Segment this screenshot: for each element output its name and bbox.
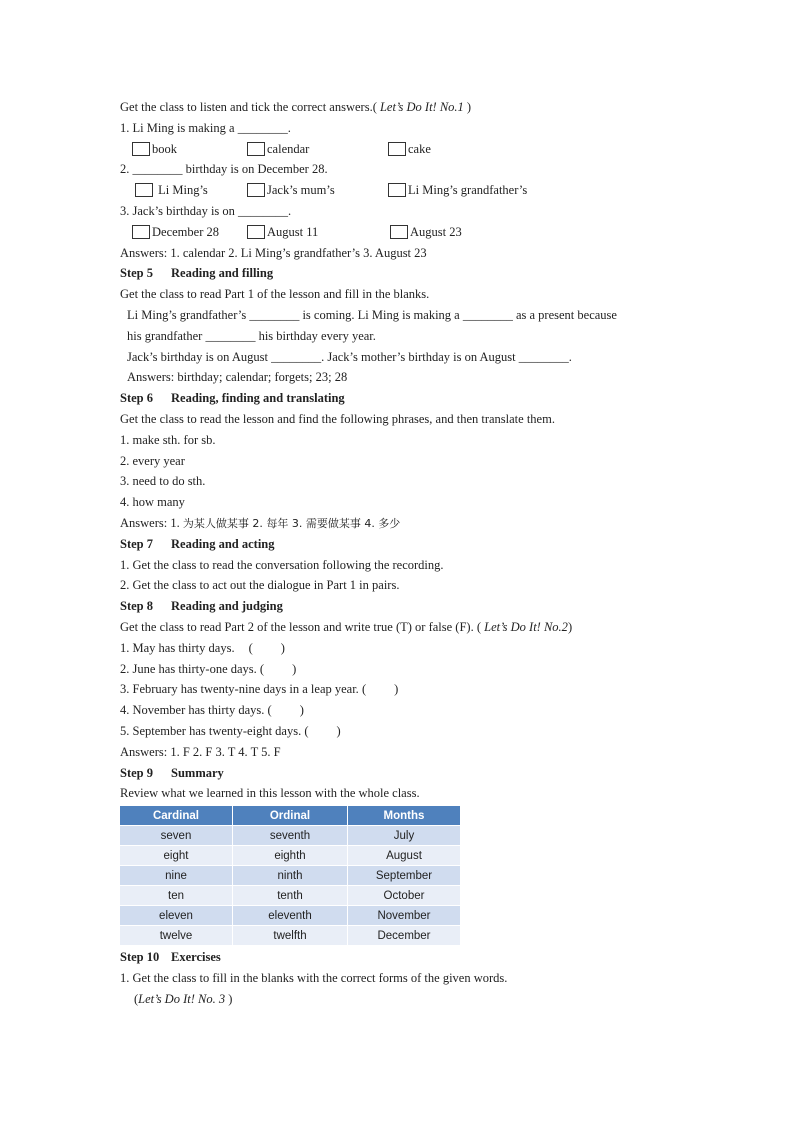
statement-item: 2. June has thirty-one days. ( ) bbox=[120, 661, 297, 676]
table-row bbox=[120, 886, 461, 906]
step-9-instruction: Review what we learned in this lesson with the whole class. bbox=[120, 786, 420, 801]
step-8-answers: Answers: 1. F 2. F 3. T 4. T 5. F bbox=[120, 744, 281, 759]
table-cell: November bbox=[348, 906, 461, 926]
step-8-heading: Step 8 Reading and judging bbox=[120, 599, 283, 614]
phrase-item: 4. how many bbox=[120, 495, 185, 510]
table-cell: October bbox=[348, 886, 461, 906]
numbers-months-table bbox=[120, 806, 461, 945]
step-8-instruction: Get the class to read Part 2 of the lesson and write true (T) or false (F). ( Let’s Do It! No.2) bbox=[120, 619, 573, 634]
option-august-23[interactable]: August 23 bbox=[390, 222, 462, 243]
option-december-28[interactable]: December 28 bbox=[132, 222, 219, 243]
question-2: 2. ________ birthday is on December 28. bbox=[120, 162, 328, 177]
table-cell: eighth bbox=[233, 846, 348, 866]
table-row bbox=[120, 926, 461, 946]
question-1: 1. Li Ming is making a ________. bbox=[120, 120, 291, 135]
step-5-line-1: Li Ming’s grandfather’s ________ is coming. Li Ming is making a ________ as a present because bbox=[127, 307, 617, 322]
question-2-options bbox=[120, 180, 700, 201]
statement-item: 3. February has twenty-nine days in a leap year. ( ) bbox=[120, 682, 399, 697]
option-book[interactable]: book bbox=[132, 139, 177, 160]
table-cell: July bbox=[348, 826, 461, 846]
table-cell: ten bbox=[120, 886, 233, 906]
checkbox[interactable] bbox=[132, 142, 150, 156]
question-3: 3. Jack’s birthday is on ________. bbox=[120, 203, 292, 218]
table-row bbox=[120, 866, 461, 886]
checkbox[interactable] bbox=[247, 225, 265, 239]
table-cell: seven bbox=[120, 826, 233, 846]
step-7-heading: Step 7 Reading and acting bbox=[120, 536, 275, 551]
table-cell: ninth bbox=[233, 866, 348, 886]
question-3-options bbox=[120, 222, 700, 243]
option-august-11[interactable]: August 11 bbox=[247, 222, 318, 243]
step-6-heading: Step 6 Reading, finding and translating bbox=[120, 391, 345, 406]
checkbox[interactable] bbox=[390, 225, 408, 239]
table-cell: eleventh bbox=[233, 906, 348, 926]
step-7-item: 2. Get the class to act out the dialogue in Part 1 in pairs. bbox=[120, 578, 400, 593]
answers-listen: Answers: 1. calendar 2. Li Ming’s grandfather’s 3. August 23 bbox=[120, 245, 427, 260]
table-cell: twelfth bbox=[233, 926, 348, 946]
step-5-line-3: Jack’s birthday is on August ________. Jack’s mother’s birthday is on August ________. bbox=[127, 349, 572, 364]
phrase-item: 3. need to do sth. bbox=[120, 474, 206, 489]
table-cell: eight bbox=[120, 846, 233, 866]
column-header-ordinal: Ordinal bbox=[233, 806, 348, 826]
step-10-item: 1. Get the class to fill in the blanks with the correct forms of the given words. bbox=[120, 970, 508, 985]
checkbox[interactable] bbox=[388, 142, 406, 156]
step-5-instruction: Get the class to read Part 1 of the lesson and fill in the blanks. bbox=[120, 287, 430, 302]
checkbox[interactable] bbox=[247, 142, 265, 156]
table-cell: December bbox=[348, 926, 461, 946]
step-9-heading: Step 9 Summary bbox=[120, 765, 224, 780]
table-cell: nine bbox=[120, 866, 233, 886]
column-header-cardinal: Cardinal bbox=[120, 806, 233, 826]
step-7-item: 1. Get the class to read the conversation following the recording. bbox=[120, 557, 444, 572]
step-5-line-2: his grandfather ________ his birthday every year. bbox=[127, 328, 376, 343]
checkbox[interactable] bbox=[135, 183, 153, 197]
option-jacks-mum[interactable]: Jack’s mum’s bbox=[247, 180, 335, 201]
table-cell: August bbox=[348, 846, 461, 866]
step-6-instruction: Get the class to read the lesson and find the following phrases, and then translate them. bbox=[120, 411, 555, 426]
step-5-heading: Step 5 Reading and filling bbox=[120, 266, 274, 281]
question-1-options bbox=[120, 139, 700, 160]
table-cell: twelve bbox=[120, 926, 233, 946]
option-cake[interactable]: cake bbox=[388, 139, 431, 160]
phrase-item: 2. every year bbox=[120, 453, 185, 468]
column-header-months: Months bbox=[348, 806, 461, 826]
statement-item: 1. May has thirty days. ( ) bbox=[120, 640, 285, 655]
option-li-mings-grandfather[interactable]: Li Ming’s grandfather’s bbox=[388, 180, 527, 201]
table-cell: tenth bbox=[233, 886, 348, 906]
step-6-answers: Answers: 1. 为某人做某事 2. 每年 3. 需要做某事 4. 多少 bbox=[120, 515, 401, 530]
lesson-content bbox=[120, 97, 700, 1009]
table-header-row bbox=[120, 806, 461, 826]
table-row bbox=[120, 906, 461, 926]
table-cell: seventh bbox=[233, 826, 348, 846]
option-calendar[interactable]: calendar bbox=[247, 139, 309, 160]
table-cell: September bbox=[348, 866, 461, 886]
option-li-ming[interactable]: Li Ming’s bbox=[135, 180, 208, 201]
step-10-heading: Step 10 Exercises bbox=[120, 950, 221, 965]
table-row bbox=[120, 826, 461, 846]
checkbox[interactable] bbox=[388, 183, 406, 197]
step-5-answers: Answers: birthday; calendar; forgets; 23; 28 bbox=[127, 370, 348, 385]
checkbox[interactable] bbox=[132, 225, 150, 239]
statement-item: 4. November has thirty days. ( ) bbox=[120, 703, 304, 718]
phrase-item: 1. make sth. for sb. bbox=[120, 432, 216, 447]
statement-item: 5. September has twenty-eight days. ( ) bbox=[120, 723, 341, 738]
table-row bbox=[120, 846, 461, 866]
checkbox[interactable] bbox=[247, 183, 265, 197]
table-cell: eleven bbox=[120, 906, 233, 926]
instruction-listen: Get the class to listen and tick the correct answers.( Let’s Do It! No.1 ) bbox=[120, 100, 472, 114]
step-10-reference: (Let’s Do It! No. 3 ) bbox=[134, 991, 233, 1006]
